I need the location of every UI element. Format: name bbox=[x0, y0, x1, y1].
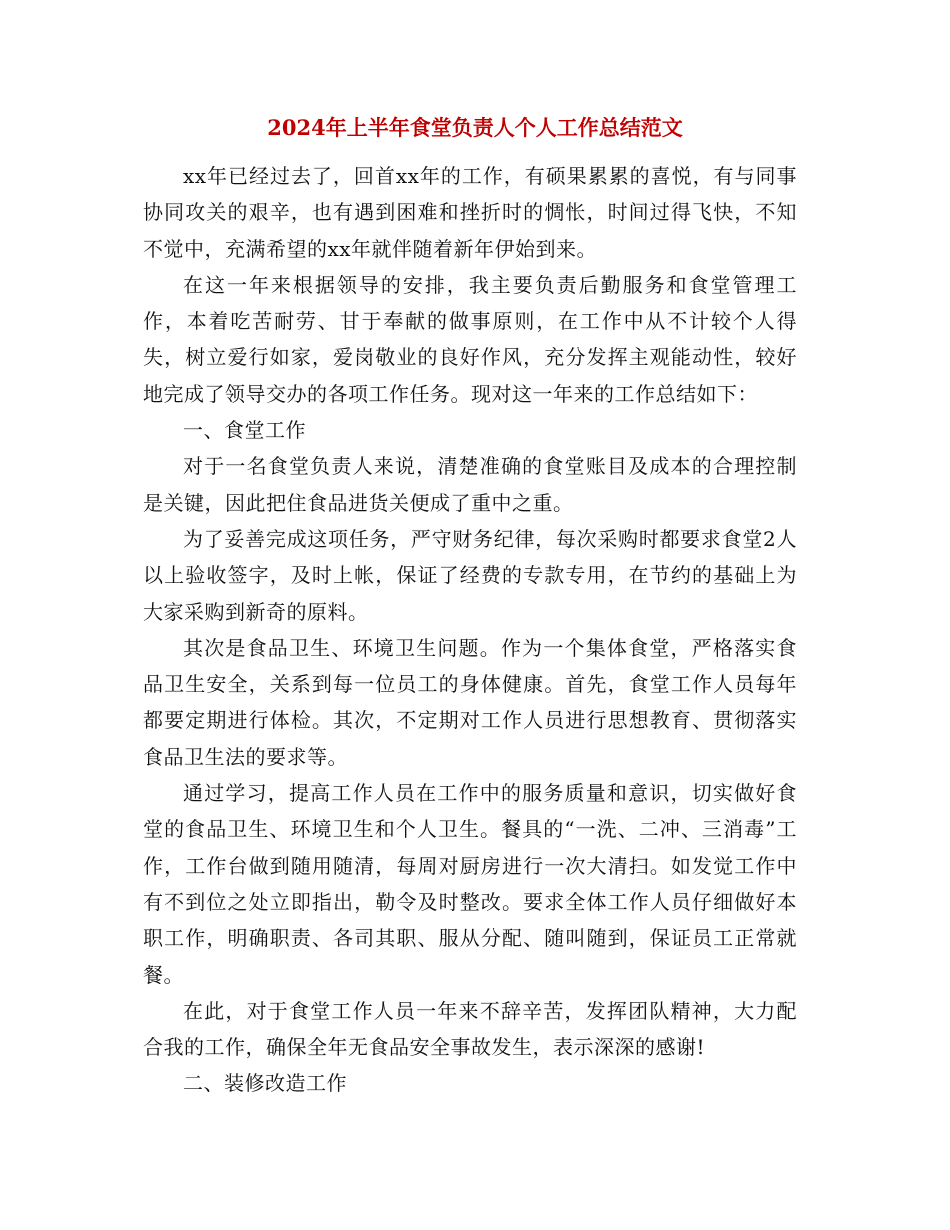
paragraph-hygiene: 其次是食品卫生、环境卫生问题。作为一个集体食堂，严格落实食品卫生安全，关系到每一位员工的身体健康。首先，食堂工作人员每年都要定期进行体检。其次，不定期对工作人员进行思想教育、贯彻落实食品卫生法的要求等。 bbox=[143, 635, 797, 769]
section-heading-renovation: 二、装修改造工作 bbox=[183, 1071, 347, 1096]
paragraph-intro: xx年已经过去了，回首xx年的工作，有硕果累累的喜悦，有与同事协同攻关的艰辛，也有遇到困难和挫折时的惆怅，时间过得飞快，不知不觉中，充满希望的xx年就伴随着新年伊始到来。 bbox=[143, 164, 797, 261]
section-heading-canteen: 一、食堂工作 bbox=[183, 418, 306, 443]
paragraph-accounts: 对于一名食堂负责人来说，清楚准确的食堂账目及成本的合理控制是关键，因此把住食品进货关便成了重中之重。 bbox=[143, 454, 797, 515]
document-title: 2024年上半年食堂负责人个人工作总结范文 bbox=[267, 115, 683, 140]
paragraph-responsibilities: 在这一年来根据领导的安排，我主要负责后勤服务和食堂管理工作，本着吃苦耐劳、甘于奉献的做事原则，在工作中从不计较个人得失，树立爱行如家，爱岗敬业的良好作风，充分发挥主观能动性，较好地完成了领导交办的各项工作任务。现对这一年来的工作总结如下： bbox=[143, 272, 797, 406]
paragraph-thanks: 在此，对于食堂工作人员一年来不辞辛苦，发挥团队精神，大力配合我的工作，确保全年无食品安全事故发生，表示深深的感谢! bbox=[143, 998, 797, 1060]
document-body bbox=[143, 158, 797, 1102]
paragraph-purchasing: 为了妥善完成这项任务，严守财务纪律，每次采购时都要求食堂2人以上验收签字，及时上帐，保证了经费的专款专用，在节约的基础上为大家采购到新奇的原料。 bbox=[143, 526, 797, 624]
paragraph-training: 通过学习，提高工作人员在工作中的服务质量和意识，切实做好食堂的食品卫生、环境卫生和个人卫生。餐具的“一洗、二冲、三消毒”工作，工作台做到随用随清，每周对厨房进行一次大清扫。如发觉工作中有不到位之处立即指出，勒令及时整改。要求全体工作人员仔细做好本职工作，明确职责、各司其职、服从分配、随叫随到，保证员工正常就餐。 bbox=[143, 781, 797, 987]
